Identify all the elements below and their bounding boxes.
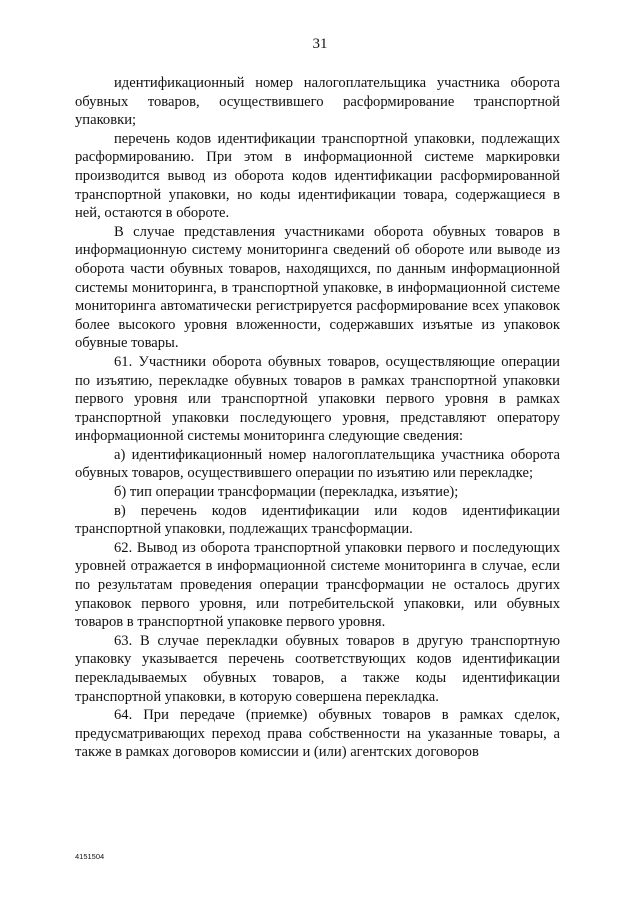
paragraph: а) идентификационный номер налогоплательщика участника оборота обувных товаров, осуществившего операции по изъятию или перекладке; [75,446,560,482]
paragraph: 61. Участники оборота обувных товаров, осуществляющие операции по изъятию, перекладке обувных товаров в рамках транспортной упаковки первого уровня или транспортной упаковки первого уровня в рамках транспортной упаковки последующего уровня, представляют оператору информационной системы мониторинга следующие сведения: [75,353,560,445]
paragraph: в) перечень кодов идентификации или кодов идентификации транспортной упаковки, подлежащих трансформации. [75,502,560,538]
footer-code: 4151504 [75,852,105,861]
page-number: 31 [312,36,328,52]
paragraph: В случае представления участниками оборота обувных товаров в информационную систему мониторинга сведений об обороте или выводе из оборота части обувных товаров, находящихся, по данным информационной системы мониторинга, в транспортной упаковке, в информационной системе мониторинга автоматически регистрируется расформирование всех упаковок более высокого уровня вложенности, содержавших изъятые из упаковок обувные товары. [75,223,560,352]
paragraph: б) тип операции трансформации (перекладка, изъятие); [114,484,459,501]
paragraph: 63. В случае перекладки обувных товаров в другую транспортную упаковку указывается перечень соответствующих кодов идентификации перекладываемых обувных товаров, а также коды идентификации транспортной упаковки, в которую совершена перекладка. [75,632,560,705]
paragraph: идентификационный номер налогоплательщика участника оборота обувных товаров, осуществившего расформирование транспортной упаковки; [75,75,560,129]
paragraph: 62. Вывод из оборота транспортной упаковки первого и последующих уровней отражается в информационной системе мониторинга в случае, если по результатам проведения операции трансформации не осталось других упаковок первого уровня, или потребительской упаковки, или обувных товаров в транспортной упаковке первого уровня. [75,539,560,631]
body-text [75,74,560,762]
paragraph: 64. При передаче (приемке) обувных товаров в рамках сделок, предусматривающих переход права собственности на указанные товары, а также в рамках договоров комиссии и (или) агентских договоров [75,707,560,761]
paragraph: перечень кодов идентификации транспортной упаковки, подлежащих расформированию. При этом в информационной системе маркировки производится вывод из оборота кодов идентификации расформированной транспортной упаковки, но коды идентификации товара, содержащиеся в ней, остаются в обороте. [75,130,560,222]
